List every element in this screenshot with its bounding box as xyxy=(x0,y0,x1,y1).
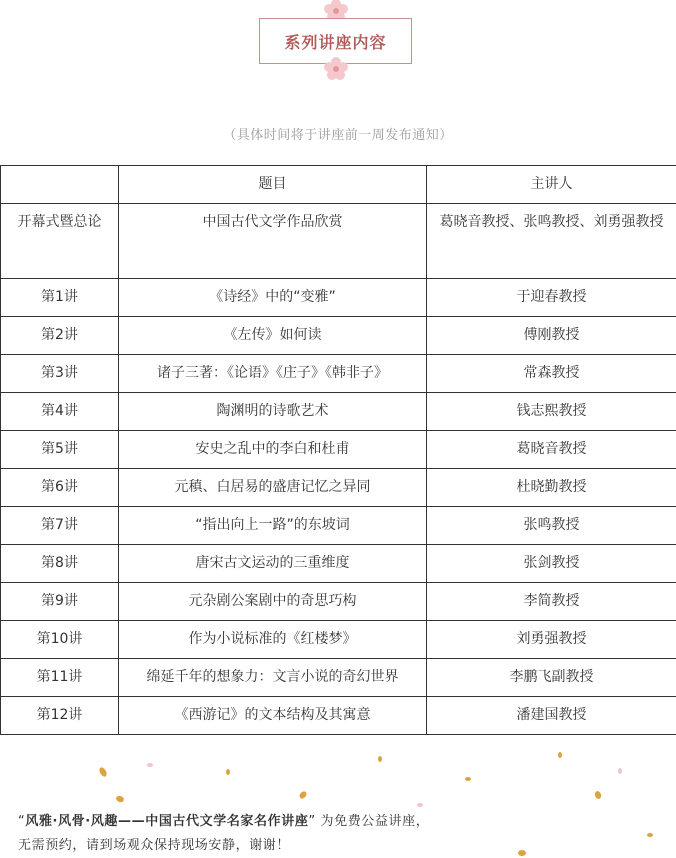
table-row xyxy=(1,355,676,393)
topic-cell: 《诗经》中的“变雅” xyxy=(119,279,427,317)
speaker-cell: 常森教授 xyxy=(427,355,676,393)
speaker-cell: 钱志熙教授 xyxy=(427,393,676,431)
table-row xyxy=(1,659,676,697)
session-cell: 第2讲 xyxy=(1,317,119,355)
topic-cell: 元杂剧公案剧中的奇思巧构 xyxy=(119,583,427,621)
section-title-text: 系列讲座内容 xyxy=(259,18,412,64)
speaker-cell: 杜晓勤教授 xyxy=(427,469,676,507)
notice-close-quote: ” xyxy=(308,814,315,829)
table-row xyxy=(1,431,676,469)
session-cell: 第8讲 xyxy=(1,545,119,583)
notice-open-quote: “ xyxy=(18,814,25,829)
table-header-row xyxy=(1,166,676,204)
table-row xyxy=(1,697,676,735)
session-cell: 第3讲 xyxy=(1,355,119,393)
session-cell: 第12讲 xyxy=(1,697,119,735)
speaker-cell: 于迎春教授 xyxy=(427,279,676,317)
cherry-blossom-icon xyxy=(323,56,349,82)
speaker-cell: 傅刚教授 xyxy=(427,317,676,355)
speaker-cell: 潘建国教授 xyxy=(427,697,676,735)
speaker-cell: 葛晓音教授 xyxy=(427,431,676,469)
speaker-cell: 刘勇强教授 xyxy=(427,621,676,659)
topic-cell: 安史之乱中的李白和杜甫 xyxy=(119,431,427,469)
topic-cell: 作为小说标准的《红楼梦》 xyxy=(119,621,427,659)
topic-cell: 陶渊明的诗歌艺术 xyxy=(119,393,427,431)
schedule-note: （具体时间将于讲座前一周发布通知） xyxy=(0,124,676,143)
table-row xyxy=(1,621,676,659)
topic-cell: 《西游记》的文本结构及其寓意 xyxy=(119,697,427,735)
column-header-session xyxy=(1,166,119,204)
notice-line-1 xyxy=(18,810,668,834)
lecture-series-name: 风雅·风骨·风趣——中国古代文学名家名作讲座 xyxy=(25,814,308,829)
table-row xyxy=(1,393,676,431)
table-row xyxy=(1,507,676,545)
session-cell: 第9讲 xyxy=(1,583,119,621)
topic-cell: 元稹、白居易的盛唐记忆之异同 xyxy=(119,469,427,507)
table-row xyxy=(1,279,676,317)
table-row xyxy=(1,317,676,355)
session-cell: 第1讲 xyxy=(1,279,119,317)
table-row xyxy=(1,204,676,279)
session-cell: 第6讲 xyxy=(1,469,119,507)
session-cell: 第4讲 xyxy=(1,393,119,431)
table-row xyxy=(1,583,676,621)
session-cell: 第11讲 xyxy=(1,659,119,697)
speaker-cell: 李简教授 xyxy=(427,583,676,621)
speaker-cell: 张鸣教授 xyxy=(427,507,676,545)
topic-cell: 绵延千年的想象力：文言小说的奇幻世界 xyxy=(119,659,427,697)
session-cell: 第5讲 xyxy=(1,431,119,469)
topic-cell: 诸子三著：《论语》《庄子》《韩非子》 xyxy=(119,355,427,393)
lecture-notice xyxy=(18,810,668,858)
column-header-topic: 题目 xyxy=(119,166,427,204)
speaker-cell: 张剑教授 xyxy=(427,545,676,583)
session-cell: 第10讲 xyxy=(1,621,119,659)
topic-cell: “指出向上一路”的东坡词 xyxy=(119,507,427,545)
notice-line-1-rest: 为免费公益讲座， xyxy=(321,814,430,829)
session-cell: 第7讲 xyxy=(1,507,119,545)
topic-cell: 《左传》如何读 xyxy=(119,317,427,355)
table-row xyxy=(1,469,676,507)
table-row xyxy=(1,545,676,583)
column-header-speaker: 主讲人 xyxy=(427,166,676,204)
session-cell: 开幕式暨总论 xyxy=(1,204,119,279)
topic-cell: 唐宋古文运动的三重维度 xyxy=(119,545,427,583)
speaker-cell: 李鹏飞副教授 xyxy=(427,659,676,697)
lecture-schedule-table xyxy=(0,165,676,735)
speaker-cell: 葛晓音教授、张鸣教授、刘勇强教授 xyxy=(427,204,676,279)
notice-line-2: 无需预约，请到场观众保持现场安静，谢谢！ xyxy=(18,834,668,858)
topic-cell: 中国古代文学作品欣赏 xyxy=(119,204,427,279)
